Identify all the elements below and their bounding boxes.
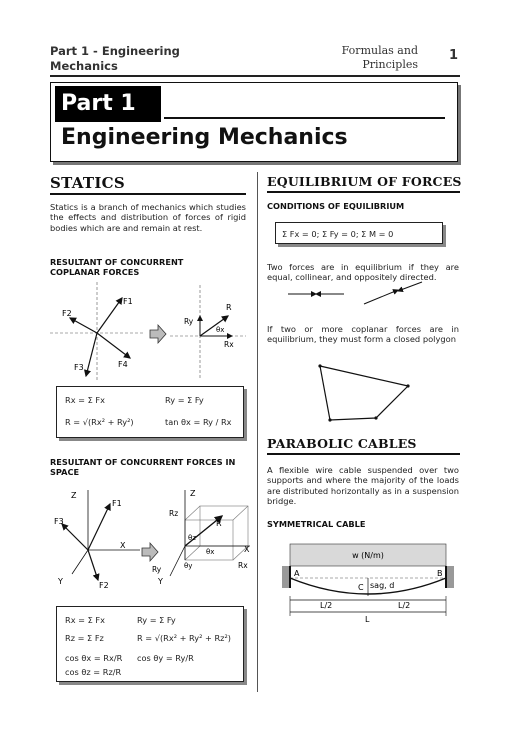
label-theta-z: θz bbox=[188, 534, 196, 542]
conditions-formula-box bbox=[275, 222, 443, 244]
label-space-rx: Rx bbox=[238, 561, 248, 570]
axis-z: Z bbox=[71, 491, 77, 500]
space-resultant-heading: RESULTANT OF CONCURRENT FORCES IN SPACE bbox=[50, 457, 236, 477]
running-header-title bbox=[50, 44, 180, 74]
label-space-f2: F2 bbox=[99, 581, 109, 590]
coplanar-formula-box bbox=[56, 386, 244, 438]
force-f3-arrow bbox=[86, 333, 97, 376]
part-banner-rule bbox=[164, 117, 445, 119]
conditions-heading: CONDITIONS OF EQUILIBRIUM bbox=[267, 201, 405, 211]
two-forces-paragraph: Two forces are in equilibrium if they are equal, collinear, and oppositely directed. bbox=[267, 262, 459, 283]
label-theta-x-2: θx bbox=[206, 548, 215, 556]
formula-space-rz: Rz = Σ Fz bbox=[65, 633, 104, 643]
conditions-formula: Σ Fx = 0; Σ Fy = 0; Σ M = 0 bbox=[282, 229, 394, 239]
point-c-label: C bbox=[358, 583, 364, 592]
space-forces-figure bbox=[50, 486, 255, 592]
formula-space-rx: Rx = Σ Fx bbox=[65, 615, 105, 625]
statics-heading: STATICS bbox=[50, 174, 126, 192]
running-header-line1: Part 1 - Engineering bbox=[50, 44, 180, 58]
formula-cos-y: cos θy = Ry/R bbox=[137, 653, 194, 663]
label-r: R bbox=[226, 303, 232, 312]
label-f4: F4 bbox=[118, 360, 128, 369]
formula-cos-z: cos θz = Rz/R bbox=[65, 667, 122, 677]
space-formula-box bbox=[56, 606, 244, 682]
label-f3: F3 bbox=[74, 363, 84, 372]
equilibrium-heading-rule bbox=[267, 191, 460, 193]
label-theta-y: θy bbox=[184, 562, 193, 570]
part-label: Part 1 bbox=[55, 86, 161, 122]
statics-heading-rule bbox=[50, 193, 246, 195]
half-span-right-label: L/2 bbox=[398, 601, 411, 610]
parabolic-heading-rule bbox=[267, 453, 460, 455]
collinear-forces-figure bbox=[280, 280, 460, 310]
axis-x-2: X bbox=[244, 545, 250, 554]
statics-paragraph: Statics is a branch of mechanics which studies the effects and distribution of forces of rigid bodies which are and remain at rest. bbox=[50, 202, 246, 233]
label-space-ry: Ry bbox=[152, 565, 162, 574]
label-rz: Rz bbox=[169, 509, 179, 518]
running-header-line2: Mechanics bbox=[50, 59, 118, 73]
half-span-left-label: L/2 bbox=[320, 601, 333, 610]
axis-y: Y bbox=[58, 577, 63, 586]
page-number: 1 bbox=[449, 48, 459, 63]
force-polygon-figure bbox=[310, 362, 420, 424]
label-f2: F2 bbox=[62, 309, 72, 318]
formula-tan: tan θx = Ry / Rx bbox=[165, 417, 232, 427]
running-header-subtitle bbox=[330, 44, 418, 72]
coplanar-forces-figure bbox=[50, 280, 250, 380]
axis-z-2: Z bbox=[190, 489, 196, 498]
label-space-f1: F1 bbox=[112, 499, 122, 508]
sag-label: sag, d bbox=[370, 581, 395, 590]
part-title: Engineering Mechanics bbox=[61, 125, 348, 150]
force-f4-arrow bbox=[97, 333, 130, 358]
parabolic-cables-heading: PARABOLIC CABLES bbox=[267, 436, 417, 451]
formula-r: R = √(Rx² + Ry²) bbox=[65, 417, 134, 427]
formula-cos-x: cos θx = Rx/R bbox=[65, 653, 123, 663]
formula-rx: Rx = Σ Fx bbox=[65, 395, 105, 405]
support-a-label: A bbox=[294, 569, 300, 578]
label-ry: Ry bbox=[184, 317, 194, 326]
force-f1-arrow bbox=[97, 298, 122, 333]
axis-y-2: Y bbox=[158, 577, 163, 586]
running-header-sub-line1: Formulas and bbox=[341, 44, 418, 57]
equals-block-arrow bbox=[150, 325, 166, 343]
load-label: w (N/m) bbox=[352, 551, 384, 560]
formula-ry: Ry = Σ Fy bbox=[165, 395, 204, 405]
coplanar-resultant-heading: RESULTANT OF CONCURRENT COPLANAR FORCES bbox=[50, 257, 184, 277]
equilibrium-heading: EQUILIBRIUM OF FORCES bbox=[267, 174, 462, 189]
column-divider bbox=[257, 172, 258, 692]
equals-block-arrow-2 bbox=[142, 543, 158, 561]
axis-x: X bbox=[120, 541, 126, 550]
span-label: L bbox=[365, 615, 370, 624]
formula-space-r: R = √(Rx² + Ry² + Rz²) bbox=[137, 633, 231, 643]
polygon-paragraph: If two or more coplanar forces are in equilibrium, they must form a closed polygon bbox=[267, 324, 459, 345]
support-b-label: B bbox=[437, 569, 443, 578]
label-theta-x: θx bbox=[216, 326, 225, 334]
label-f1: F1 bbox=[123, 297, 133, 306]
force-f2-arrow bbox=[70, 318, 97, 333]
symmetrical-cable-heading: SYMMETRICAL CABLE bbox=[267, 519, 366, 529]
label-space-f3: F3 bbox=[54, 517, 64, 526]
parabolic-paragraph: A flexible wire cable suspended over two supports and where the majority of the loads are distributed horizontally as in a suspension bridge. bbox=[267, 465, 459, 506]
symmetrical-cable-figure bbox=[280, 542, 456, 624]
formula-space-ry: Ry = Σ Fy bbox=[137, 615, 176, 625]
header-rule bbox=[50, 75, 460, 77]
label-rx: Rx bbox=[224, 340, 234, 349]
space-f1-arrow bbox=[88, 504, 110, 550]
label-space-r: R bbox=[216, 519, 222, 528]
space-f2-arrow bbox=[88, 550, 98, 580]
running-header-sub-line2: Principles bbox=[362, 58, 418, 71]
space-f3-arrow bbox=[62, 524, 88, 550]
